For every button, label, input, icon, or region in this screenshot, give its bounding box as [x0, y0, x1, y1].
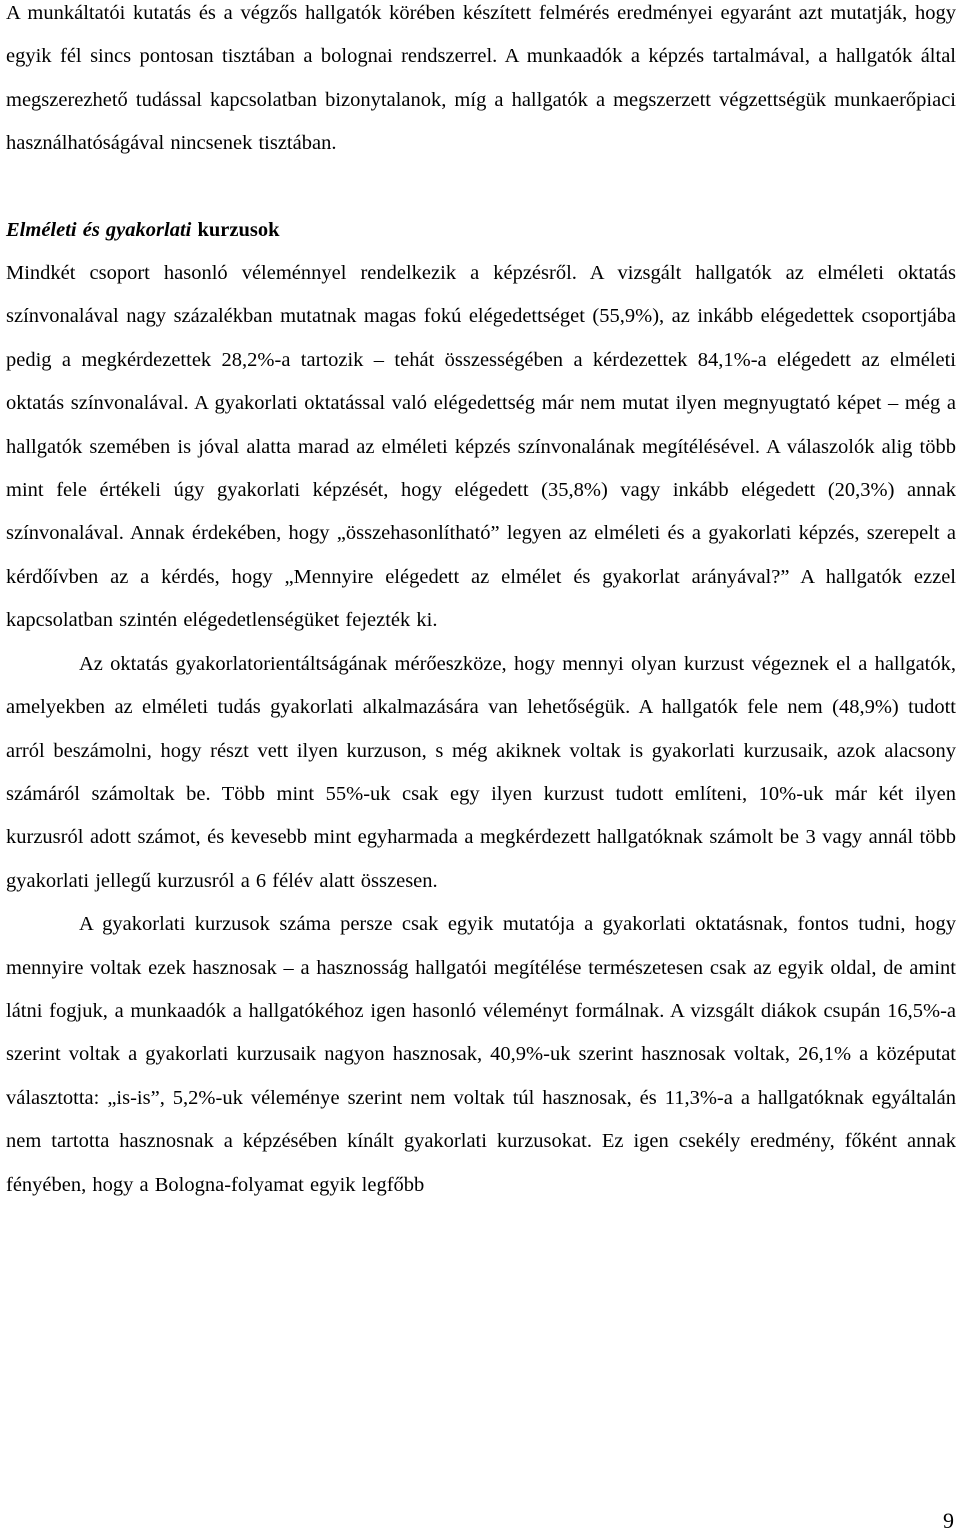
paragraph-intro: A munkáltatói kutatás és a végzős hallgatók körében készített felmérés eredményei egyaránt azt mutatják, hogy egyik fél sincs pontosan tisztában a bolognai rendszerrel. A munkaadók a képzés tartalmával, a hallgatók által megszerezhető tudással kapcsolatban bizonytalanok, míg a hallgatók a megszerzett végzettségük munkaerőpiaci használhatóságával nincsenek tisztában. — [6, 2, 956, 155]
page-number: 9 — [943, 1508, 954, 1533]
section-heading-italic: Elméleti és gyakorlati — [6, 218, 192, 241]
section-heading-plain: kurzusok — [191, 218, 280, 241]
section-heading — [6, 209, 956, 252]
document-page — [6, 0, 956, 1207]
paragraph-theory-practice: Mindkét csoport hasonló véleménnyel rendelkezik a képzésről. A vizsgált hallgatók az elméleti oktatás színvonalával nagy százalékban mutatnak magas fokú elégedettséget (55,9%), az inkább elégedettek csoportjába pedig a megkérdezettek 28,2%-a tartozik – tehát összességében a kérdezettek 84,1%-a elégedett az elméleti oktatás színvonalával. A gyakorlati oktatással való elégedettség már nem mutat ilyen megnyugtató képet – még a hallgatók szemében is jóval alatta marad az elméleti képzés színvonalának megítélésével. A válaszolók alig több mint fele értékeli úgy gyakorlati képzését, hogy elégedett (35,8%) vagy inkább elégedett (20,3%) annak színvonalával. Annak érdekében, hogy „összehasonlítható” legyen az elméleti és a gyakorlati képzés, szerepelt a kérdőívben az a kérdés, hogy „Mennyire elégedett az elmélet és gyakorlat arányával?” A hallgatók ezzel kapcsolatban szintén elégedetlenségüket fejezték ki. — [6, 262, 956, 632]
paragraph-usefulness: A gyakorlati kurzusok száma persze csak egyik mutatója a gyakorlati oktatásnak, fontos tudni, hogy mennyire voltak ezek hasznosak – a hasznosság hallgatói megítélése természetesen csak az egyik oldal, de amint látni fogjuk, a munkaadók a hallgatókéhoz igen hasonló véleményt formálnak. A vizsgált diákok csupán 16,5%-a szerint voltak a gyakorlati kurzusaik nagyon hasznosak, 40,9%-uk szerint hasznosak voltak, 26,1% a középutat választotta: „is-is”, 5,2%-uk véleménye szerint nem voltak túl hasznosak, és 11,3%-a a hallgatóknak egyáltalán nem tartotta hasznosnak a képzésében kínált gyakorlati kurzusokat. Ez igen csekély eredmény, főként annak fényében, hogy a Bologna-folyamat egyik legfőbb — [6, 913, 956, 1196]
paragraph-practice-orientation: Az oktatás gyakorlatorientáltságának mérőeszköze, hogy mennyi olyan kurzust végeznek el a hallgatók, amelyekben az elméleti tudás gyakorlati alkalmazására van lehetőségük. A hallgatók fele nem (48,9%) tudott arról beszámolni, hogy részt vett ilyen kurzuson, s még akiknek voltak is gyakorlati kurzusaik, azok alacsony számáról számoltak be. Több mint 55%-uk csak egy ilyen kurzust tudott említeni, 10%-uk már két ilyen kurzusról adott számot, és kevesebb mint egyharmada a megkérdezett hallgatóknak számolt be 3 vagy annál több gyakorlati jellegű kurzusról a 6 félév alatt összesen. — [6, 652, 956, 892]
